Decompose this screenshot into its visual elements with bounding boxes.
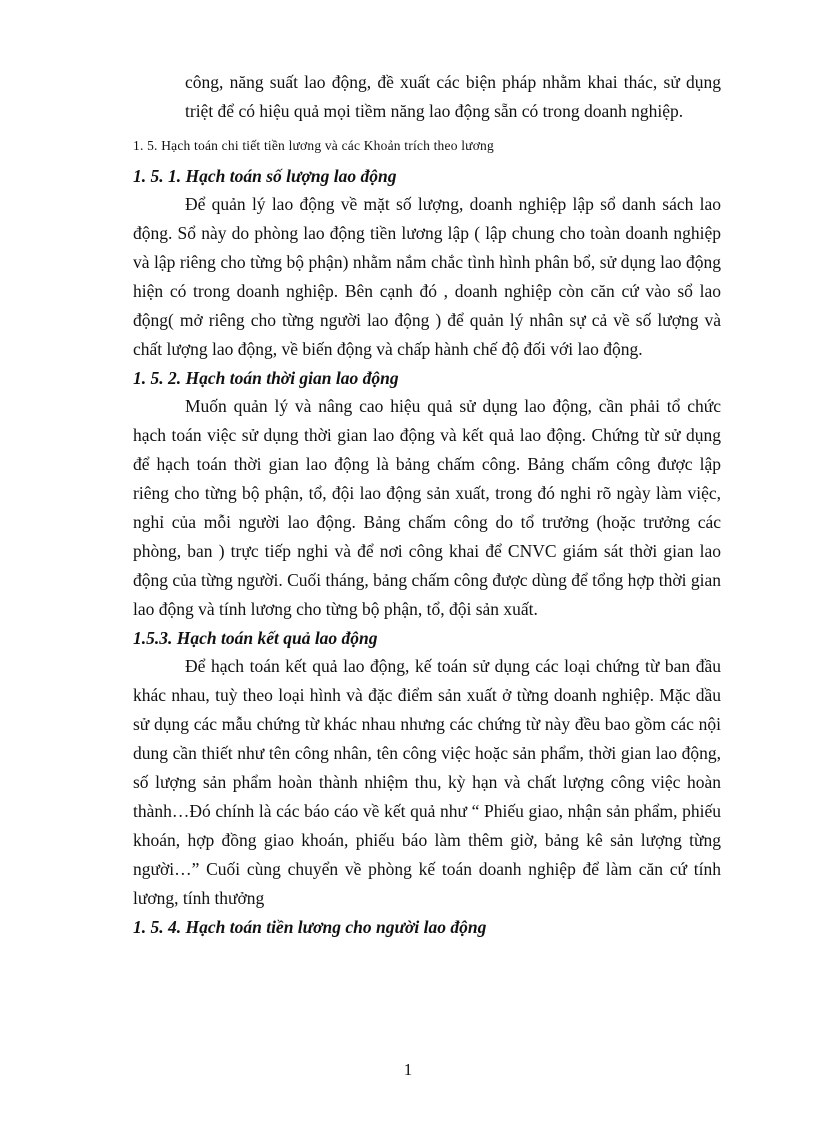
- subsection-paragraph-2: Muốn quản lý và nâng cao hiệu quả sử dụng lao động, cần phải tổ chức hạch toán việc sử dụng thời gian lao động và kết quả lao động. Chứng từ sử dụng để hạch toán thời gian lao động là bảng chấm công. Bảng chấm công được lập riêng cho từng bộ phận, tổ, đội lao động sản xuất, trong đó nghi rõ ngày làm việc, nghỉ của mỗi người lao động. Bảng chấm công do tổ trưởng (hoặc trưởng các phòng, ban ) trực tiếp nghi và để nơi công khai để CNVC giám sát thời gian lao động của từng người. Cuối tháng, bảng chấm công được dùng để tổng hợp thời gian lao động và tính lương cho từng bộ phận, tổ, đội sản xuất.: [133, 396, 721, 619]
- subsection-paragraph-1: Để quản lý lao động về mặt số lượng, doanh nghiệp lập sổ danh sách lao động. Sổ này do phòng lao động tiền lương lập ( lập chung cho toàn doanh nghiệp và lập riêng cho từng bộ phận) nhằm nắm chắc tình hình phân bổ, sử dụng lao động hiện có trong doanh nghiệp. Bên cạnh đó , doanh nghiệp còn căn cứ vào sổ lao động( mở riêng cho từng người lao động ) để quản lý nhân sự cả về số lượng và chất lượng lao động, về biến động và chấp hành chế độ đối với lao động.: [133, 194, 721, 359]
- page-number: 1: [403, 1060, 413, 1079]
- subsection-paragraph-3: Để hạch toán kết quả lao động, kế toán sử dụng các loại chứng từ ban đầu khác nhau, tuỳ theo loại hình và đặc điểm sản xuất ở từng doanh nghiệp. Mặc dầu sử dụng các mẫu chứng từ khác nhau nhưng các chứng từ này đều bao gồm các nội dung cần thiết như tên công nhân, tên công việc hoặc sản phẩm, thời gian lao động, số lượng sản phẩm hoàn thành nhiệm thu, kỳ hạn và chất lượng công việc hoàn thành…Đó chính là các báo cáo về kết quả như “ Phiếu giao, nhận sản phẩm, phiếu khoán, hợp đồng giao khoán, phiếu báo làm thêm giờ, bảng kê sản lượng từng người…” Cuối cùng chuyển về phòng kế toán doanh nghiệp để làm căn cứ tính lương, tính thưởng: [133, 656, 721, 908]
- subsection-heading-1: 1. 5. 1. Hạch toán số lượng lao động: [133, 166, 397, 186]
- section-heading: 1. 5. Hạch toán chi tiết tiền lương và các Khoản trích theo lương: [133, 138, 494, 153]
- subsection-heading-2: 1. 5. 2. Hạch toán thời gian lao động: [133, 368, 399, 388]
- intro-paragraph: công, năng suất lao động, đề xuất các biện pháp nhằm khai thác, sử dụng triệt để có hiệu quả mọi tiềm năng lao động sẵn có trong doanh nghiệp.: [185, 72, 721, 121]
- document-page: [133, 68, 721, 941]
- subsection-heading-3: 1.5.3. Hạch toán kết quả lao động: [133, 628, 378, 648]
- subsection-heading-4: 1. 5. 4. Hạch toán tiền lương cho người lao động: [133, 917, 487, 937]
